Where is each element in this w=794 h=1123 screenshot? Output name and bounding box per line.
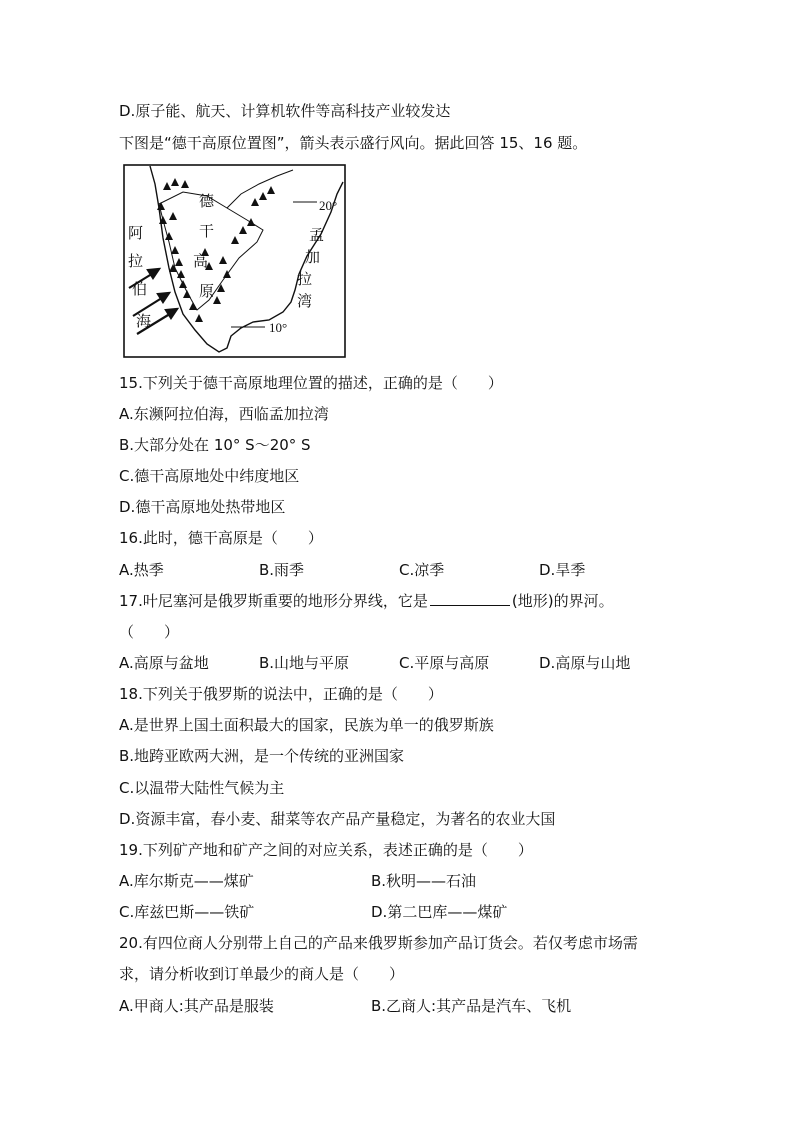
- q18-option-c: C.以温带大陆性气候为主: [119, 779, 285, 797]
- q18-option-a: A.是世界上国土面积最大的国家，民族为单一的俄罗斯族: [119, 716, 494, 734]
- q19-option-a: A.库尔斯克——煤矿: [119, 872, 254, 890]
- map-label-gan: 干: [199, 222, 215, 240]
- latitude-20-label: 20°: [319, 198, 338, 213]
- map-intro-text: 下图是“德干高原位置图”，箭头表示盛行风向。据此回答 15、16 题。: [119, 134, 588, 152]
- map-label-la2: 拉: [297, 270, 313, 288]
- q20-option-b: B.乙商人:其产品是汽车、飞机: [371, 997, 572, 1015]
- q19-option-c: C.库兹巴斯——铁矿: [119, 903, 255, 921]
- q18-option-d: D.资源丰富，春小麦、甜菜等农产品产量稳定，为著名的农业大国: [119, 810, 556, 828]
- q19-option-d: D.第二巴库——煤矿: [371, 903, 508, 921]
- q17-option-b: B.山地与平原: [259, 654, 350, 672]
- deccan-plateau-map: [123, 164, 346, 358]
- q14-option-d: D.原子能、航天、计算机软件等高科技产业较发达: [119, 102, 451, 120]
- q15-stem: 15.下列关于德干高原地理位置的描述，正确的是（ ）: [119, 374, 503, 392]
- q17-option-c: C.平原与高原: [399, 654, 490, 672]
- q16-option-b: B.雨季: [259, 561, 305, 579]
- map-label-a: 阿: [128, 224, 144, 242]
- q17-answer-blank: [430, 591, 510, 606]
- map-label-bo: 伯: [132, 280, 148, 298]
- map-label-gao: 高: [193, 252, 209, 270]
- map-label-jia: 加: [305, 248, 321, 266]
- q17-stem-part2: (地形)的界河。: [511, 592, 614, 610]
- q17-stem-part1: 17.叶尼塞河是俄罗斯重要的地形分界线，它是: [119, 592, 428, 610]
- q15-option-c: C.德干高原地处中纬度地区: [119, 467, 300, 485]
- deccan-map-svg: [123, 164, 346, 358]
- q17-answer-paren: （ ）: [119, 623, 180, 641]
- q19-option-b: B.秋明——石油: [371, 872, 477, 890]
- q18-option-b: B.地跨亚欧两大洲，是一个传统的亚洲国家: [119, 747, 405, 765]
- q19-stem: 19.下列矿产地和矿产之间的对应关系，表述正确的是（ ）: [119, 841, 533, 859]
- q20-stem-line1: 20.有四位商人分别带上自己的产品来俄罗斯参加产品订货会。若仅考虑市场需: [119, 934, 638, 952]
- map-label-meng: 孟: [309, 226, 325, 244]
- q15-option-a: A.东濒阿拉伯海，西临孟加拉湾: [119, 405, 329, 423]
- q16-stem: 16.此时，德干高原是（ ）: [119, 529, 323, 547]
- q18-stem: 18.下列关于俄罗斯的说法中，正确的是（ ）: [119, 685, 443, 703]
- map-label-yuan: 原: [199, 282, 215, 300]
- q15-option-d: D.德干高原地处热带地区: [119, 498, 286, 516]
- q16-option-a: A.热季: [119, 561, 164, 579]
- map-label-hai: 海: [136, 312, 152, 330]
- latitude-10-label: 10°: [269, 320, 288, 335]
- q20-stem-line2: 求，请分析收到订单最少的商人是（ ）: [119, 965, 405, 983]
- q15-option-b: B.大部分处在 10° S～20° S: [119, 436, 311, 454]
- q16-option-c: C.凉季: [399, 561, 445, 579]
- q17-option-d: D.高原与山地: [539, 654, 631, 672]
- q20-option-a: A.甲商人:其产品是服装: [119, 997, 274, 1015]
- q17-option-a: A.高原与盆地: [119, 654, 209, 672]
- q16-option-d: D.旱季: [539, 561, 586, 579]
- q17-stem: [119, 591, 614, 611]
- map-label-la: 拉: [128, 252, 144, 270]
- map-label-de: 德: [199, 192, 215, 210]
- map-label-wan: 湾: [297, 292, 313, 310]
